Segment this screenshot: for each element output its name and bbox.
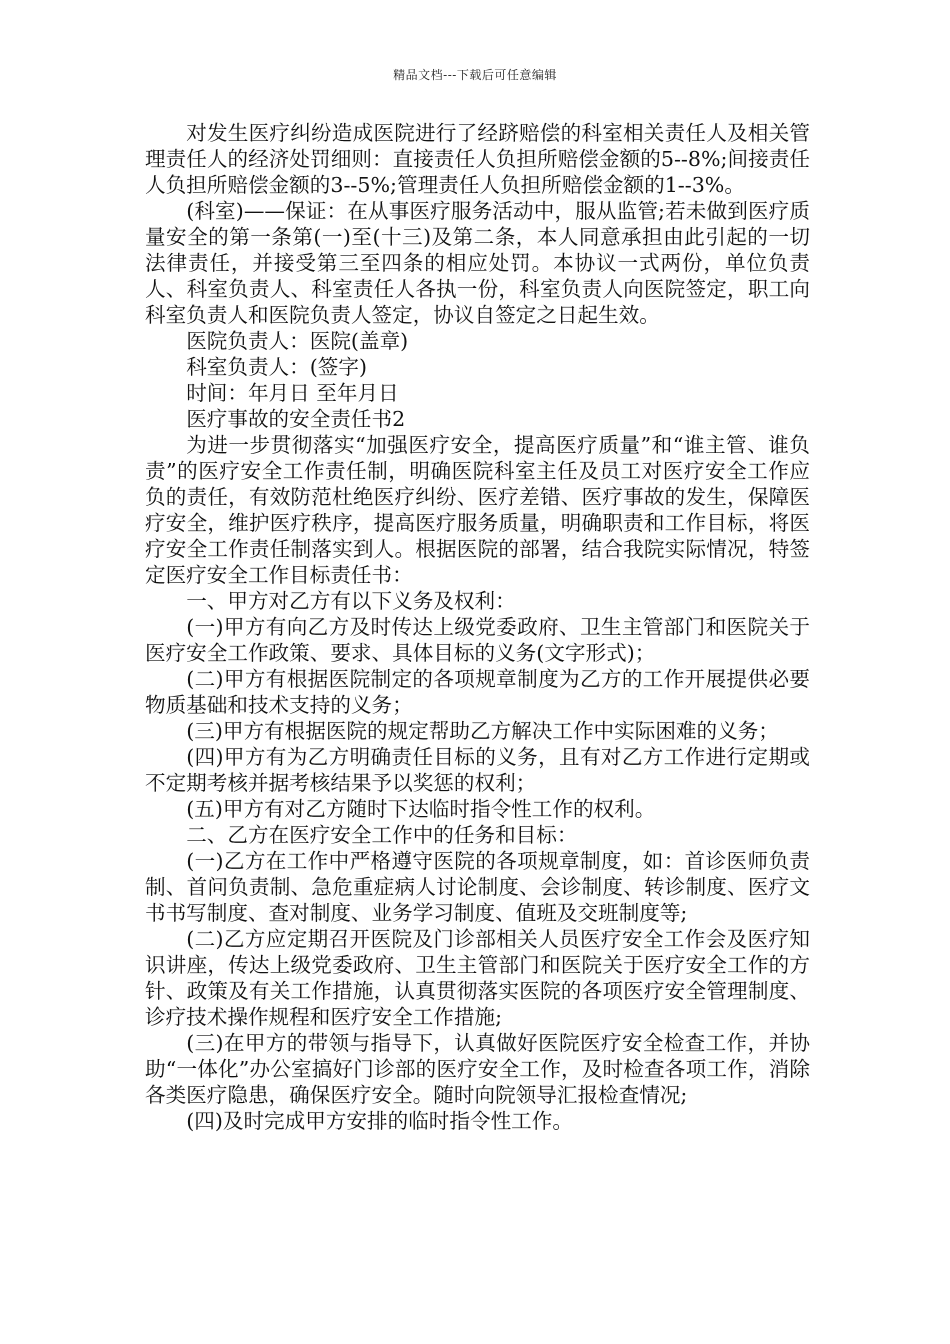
list-item: (一)甲方有向乙方及时传达上级党委政府、卫生主管部门和医院关于医疗安全工作政策、要求、具体目标的义务(文字形式)； — [145, 615, 810, 665]
list-item: (二)甲方有根据医院制定的各项规章制度为乙方的工作开展提供必要物质基础和技术支持的义务； — [145, 667, 810, 717]
list-item: (四)及时完成甲方安排的临时指令性工作。 — [186, 1109, 573, 1133]
list-item: (一)乙方在工作中严格遵守医院的各项规章制度，如：首诊医师负责制、首问负责制、急危重症病人讨论制度、会诊制度、转诊制度、医疗文书书写制度、查对制度、业务学习制度、值班及交班制度等; — [145, 849, 810, 925]
paragraph-intro: 为进一步贯彻落实“加强医疗安全，提高医疗质量”和“谁主管、谁负责”的医疗安全工作责任制，明确医院科室主任及员工对医疗安全工作应负的责任，有效防范杜绝医疗纠纷、医疗差错、医疗事故的发生，保障医疗安全，维护医疗秩序，提高医疗服务质量，明确职责和工作目标，将医疗安全工作责任制落实到人。根据医院的部署，结合我院实际情况，特签定医疗安全工作目标责任书： — [145, 433, 810, 587]
list-item: (五)甲方有对乙方随时下达临时指令性工作的权利。 — [186, 797, 656, 821]
heading-party-b-tasks: 二、乙方在医疗安全工作中的任务和目标： — [186, 823, 578, 847]
signature-hospital-head: 医院负责人：医院(盖章) — [186, 329, 409, 353]
list-item: (三)在甲方的带领与指导下，认真做好医院医疗安全检查工作，并协助“一体化”办公室搞好门诊部的医疗安全工作，及时检查各项工作，消除各类医疗隐患，确保医疗安全。随时向院领导汇报检查情况; — [145, 1031, 810, 1107]
list-item: (三)甲方有根据医院的规定帮助乙方解决工作中实际困难的义务； — [186, 719, 779, 743]
list-item: (二)乙方应定期召开医院及门诊部相关人员医疗安全工作会及医疗知识讲座，传达上级党委政府、卫生主管部门和医院关于医疗安全工作的方针、政策及有关工作措施，认真贯彻落实医院的各项医疗安全管理制度、诊疗技术操作规程和医疗安全工作措施; — [145, 927, 810, 1029]
signature-department-head: 科室负责人：(签字) — [186, 355, 368, 379]
section-title: 医疗事故的安全责任书2 — [186, 407, 406, 431]
page-header: 精品文档---下载后可任意编辑 — [393, 68, 557, 82]
document-body — [145, 120, 810, 1134]
list-item: (四)甲方有为乙方明确责任目标的义务，且有对乙方工作进行定期或不定期考核并据考核结果予以奖惩的权利； — [145, 745, 810, 795]
signature-date: 时间：年月日 至年月日 — [186, 381, 399, 405]
paragraph-department-guarantee: (科室)——保证：在从事医疗服务活动中，服从监管;若未做到医疗质量安全的第一条第(一)至(十三)及第二条，本人同意承担由此引起的一切法律责任，并接受第三至四条的相应处罚。本协议一式两份，单位负责人、科室负责人、科室责任人各执一份，科室负责人向医院签定，职工向科室负责人和医院负责人签定，协议自签定之日起生效。 — [145, 199, 810, 327]
heading-party-a-duties: 一、甲方对乙方有以下义务及权利： — [186, 589, 516, 613]
paragraph-penalty-rules: 对发生医疗纠纷造成医院进行了经跻赔偿的科室相关责任人及相关管理责任人的经济处罚细则：直接责任人负担所赔偿金额的5--8%;间接责任人负担所赔偿金额的3--5%;管理责任人负担所赔偿金额的1--3%。 — [145, 121, 810, 197]
